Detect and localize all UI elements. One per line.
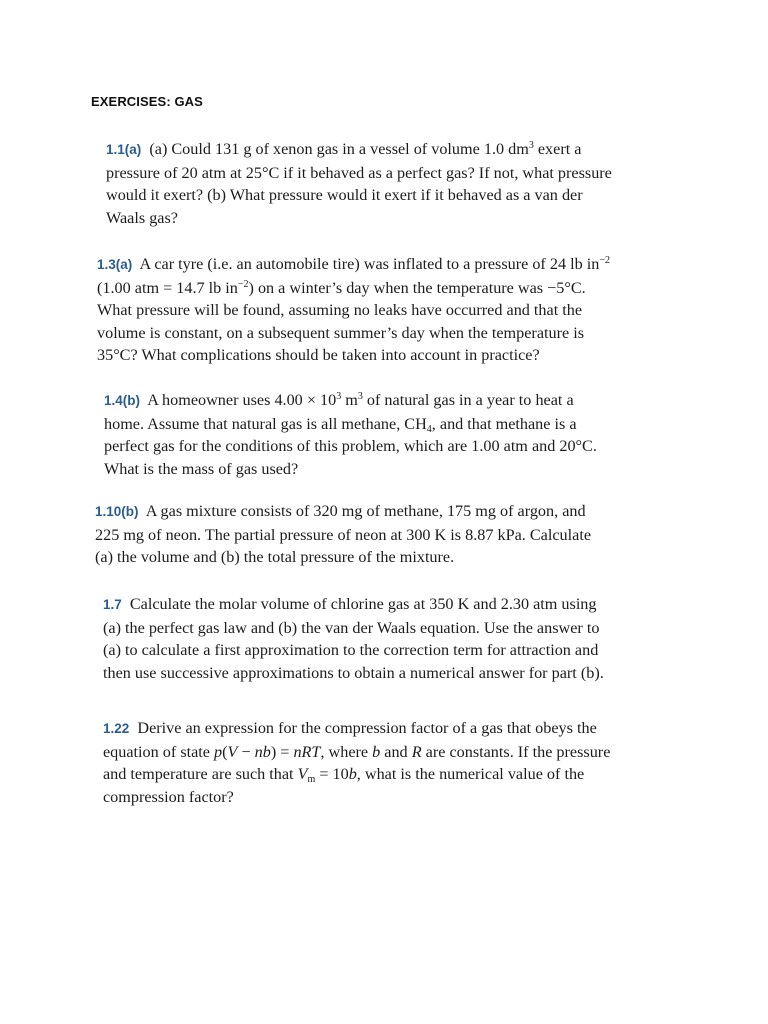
exercise-number: 1.7 bbox=[103, 597, 122, 612]
exercise-text: would it exert? (b) What pressure would it exert if it behaved as a van der bbox=[106, 186, 583, 204]
exercise-text: exert a bbox=[533, 140, 582, 158]
exercise-text: ( bbox=[222, 742, 228, 761]
math-var: b bbox=[372, 742, 381, 761]
exercise-text: (a) the perfect gas law and (b) the van der Waals equation. Use the answer to bbox=[103, 618, 600, 637]
superscript: 3 bbox=[336, 391, 342, 402]
exercise-text: Calculate the molar volume of chlorine gas at 350 K and 2.30 atm using bbox=[129, 595, 597, 613]
exercise-text: and temperature are such that bbox=[103, 765, 298, 783]
subscript: m bbox=[307, 774, 316, 785]
exercise-text: − bbox=[237, 742, 255, 761]
exercise-number: 1.10(b) bbox=[95, 504, 139, 519]
exercise-text: , and that methane is a bbox=[431, 414, 577, 433]
exercise-text: A homeowner uses 4.00 × 10 bbox=[147, 391, 337, 409]
exercise-1-3a bbox=[97, 253, 675, 367]
exercise-text: (a) to calculate a first approximation to the correction term for attraction and bbox=[103, 641, 599, 659]
exercise-text: perfect gas for the conditions of this problem, which are 1.00 atm and 20°C. bbox=[104, 437, 597, 455]
exercise-text: volume is constant, on a subsequent summer’s day when the temperature is bbox=[97, 323, 585, 342]
exercise-1-4b bbox=[104, 389, 664, 480]
math-var: V bbox=[297, 765, 308, 783]
exercise-text: ) = bbox=[270, 742, 294, 761]
exercise-text: What is the mass of gas used? bbox=[104, 459, 299, 478]
exercise-text: home. Assume that natural gas is all methane, CH bbox=[104, 414, 427, 433]
superscript: −2 bbox=[237, 278, 249, 290]
superscript: 3 bbox=[357, 391, 363, 402]
exercise-text: (a) the volume and (b) the total pressure of the mixture. bbox=[95, 548, 455, 566]
exercise-text: (a) Could 131 g of xenon gas in a vessel of volume 1.0 dm bbox=[149, 140, 529, 158]
exercise-1-1a bbox=[106, 138, 666, 229]
exercise-text: What pressure will be found, assuming no leaks have occurred and that the bbox=[97, 301, 583, 319]
superscript: −2 bbox=[599, 255, 610, 266]
math-var: nRT bbox=[293, 742, 321, 761]
exercise-1-22 bbox=[103, 717, 673, 808]
exercise-text: are constants. If the pressure bbox=[421, 742, 611, 761]
exercise-text: Waals gas? bbox=[106, 208, 178, 227]
math-var: R bbox=[411, 742, 422, 761]
exercise-text: m bbox=[341, 391, 358, 409]
exercise-number: 1.1(a) bbox=[106, 142, 142, 157]
math-var: b bbox=[348, 765, 357, 783]
superscript: 3 bbox=[528, 140, 534, 151]
exercise-text: A car tyre (i.e. an automobile tire) was inflated to a pressure of 24 lb in bbox=[139, 255, 600, 273]
exercise-text: equation of state bbox=[103, 742, 215, 761]
exercise-text: pressure of 20 atm at 25°C if it behaved as a perfect gas? If not, what pressure bbox=[106, 163, 612, 182]
exercise-text: A gas mixture consists of 320 mg of methane, 175 mg of argon, and bbox=[145, 502, 586, 520]
exercise-text: = 10 bbox=[315, 765, 349, 783]
exercise-number: 1.3(a) bbox=[97, 257, 133, 272]
page-heading: EXERCISES: GAS bbox=[91, 94, 203, 109]
exercise-text: Derive an expression for the compression factor of a gas that obeys the bbox=[137, 719, 597, 737]
math-var: p bbox=[214, 742, 223, 761]
exercise-number: 1.22 bbox=[103, 721, 130, 736]
exercise-text: compression factor? bbox=[103, 787, 234, 806]
exercise-1-10b bbox=[95, 500, 655, 569]
exercise-number: 1.4(b) bbox=[104, 393, 141, 408]
exercise-text: 35°C? What complications should be taken into account in practice? bbox=[97, 346, 540, 364]
math-var: V bbox=[227, 742, 238, 761]
exercise-text: , what is the numerical value of the bbox=[356, 765, 585, 783]
exercise-text: 225 mg of neon. The partial pressure of neon at 300 K is 8.87 kPa. Calculate bbox=[95, 525, 592, 544]
exercise-text: and bbox=[380, 742, 412, 761]
exercise-text: , where bbox=[320, 742, 373, 761]
exercise-text: of natural gas in a year to heat a bbox=[362, 391, 574, 409]
exercise-1-7 bbox=[103, 593, 673, 684]
exercise-text: then use successive approximations to obtain a numerical answer for part (b). bbox=[103, 663, 604, 682]
subscript: 4 bbox=[426, 423, 432, 435]
exercise-text: ) on a winter’s day when the temperature was −5°C. bbox=[248, 278, 586, 297]
math-var: nb bbox=[254, 742, 271, 761]
exercise-text: (1.00 atm = 14.7 lb in bbox=[97, 278, 238, 297]
